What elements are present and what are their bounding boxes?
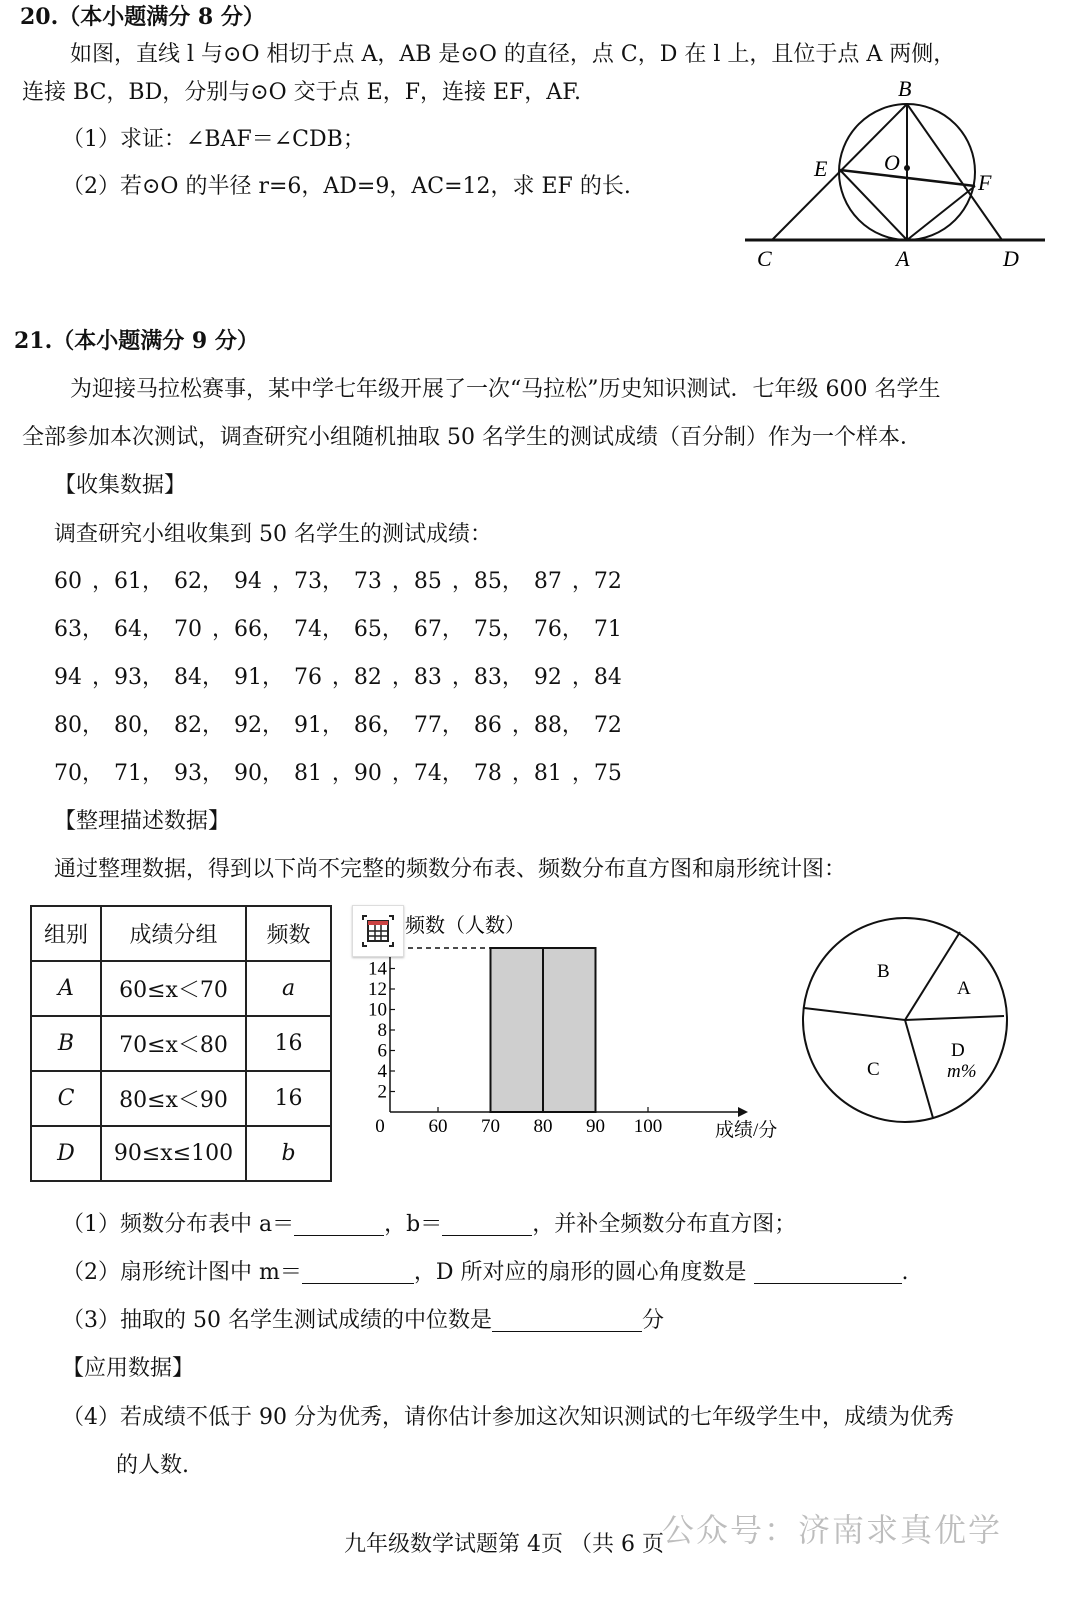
pie-label-d: D bbox=[951, 1040, 965, 1061]
x-axis-arrow bbox=[738, 1107, 748, 1117]
frequency-table bbox=[30, 905, 332, 1182]
geometry-figure bbox=[0, 0, 1080, 290]
label-o: O bbox=[884, 150, 900, 175]
pie-label-c: C bbox=[867, 1059, 880, 1080]
range-cell: 70≤x＜80 bbox=[101, 1016, 246, 1071]
q21-header: 21.（本小题满分 9 分） bbox=[14, 328, 259, 354]
sector-divider bbox=[905, 1020, 933, 1118]
x-tick-label: 60 bbox=[428, 1116, 448, 1137]
group-cell: D bbox=[31, 1126, 101, 1181]
label-b: B bbox=[898, 76, 912, 101]
center-point bbox=[904, 165, 910, 171]
histogram-bar bbox=[543, 948, 596, 1112]
table-row bbox=[31, 1071, 331, 1126]
group-cell: C bbox=[31, 1071, 101, 1126]
x-tick-label: 80 bbox=[533, 1116, 553, 1137]
range-cell: 80≤x＜90 bbox=[101, 1071, 246, 1126]
answer-blank-angle[interactable] bbox=[754, 1263, 902, 1284]
label-d: D bbox=[1003, 246, 1019, 271]
y-tick-label: 10 bbox=[368, 999, 387, 1021]
q21-intro-2: 全部参加本次测试，调查研究小组随机抽取 50 名学生的测试成绩（百分制）作为一个样本． bbox=[22, 425, 922, 450]
scores-row: 60 ，61， 62， 94 ，73， 73 ，85 ，85， 87 ，72 bbox=[54, 569, 622, 594]
q21-intro-1: 为迎接马拉松赛事，某中学七年级开展了一次“马拉松”历史知识测试．七年级 600 名学生 bbox=[70, 377, 941, 402]
q1-text: ，并补全频数分布直方图； bbox=[532, 1212, 797, 1237]
label-c: C bbox=[757, 246, 772, 271]
sector-divider bbox=[905, 932, 960, 1020]
y-tick-label: 14 bbox=[368, 958, 387, 980]
pie-chart bbox=[795, 910, 1015, 1130]
x-tick-label: 70 bbox=[481, 1116, 500, 1137]
label-f: F bbox=[978, 170, 992, 195]
label-a: A bbox=[896, 246, 910, 271]
y-axis-label: 频数（人数） bbox=[405, 915, 525, 937]
watermark: 公众号：济南求真优学 bbox=[662, 1511, 1003, 1549]
x-tick-label: 90 bbox=[586, 1116, 605, 1137]
q3-text: （3）抽取的 50 名学生测试成绩的中位数是 bbox=[62, 1308, 492, 1333]
page-footer: 九年级数学试题第 4页 （共 6 页 bbox=[344, 1532, 664, 1557]
line-ea bbox=[840, 170, 907, 240]
y-tick-label: 12 bbox=[368, 979, 387, 1000]
table-icon bbox=[353, 906, 403, 956]
q2-text: ，D 所对应的扇形的圆心角度数是 bbox=[413, 1260, 747, 1285]
frequency-cell: b bbox=[246, 1126, 331, 1181]
q20-text-1: 如图，直线 l 与⊙O 相切于点 A，AB 是⊙O 的直径，点 C，D 在 l 上，且位于点 A 两侧， bbox=[70, 42, 956, 67]
y-tick-label: 8 bbox=[377, 1020, 387, 1041]
scores-row: 63， 64， 70 ，66， 74， 65， 67， 75， 76， 71 bbox=[54, 617, 622, 642]
collect-text: 调查研究小组收集到 50 名学生的测试成绩： bbox=[54, 522, 492, 547]
frequency-histogram bbox=[340, 900, 810, 1150]
pie-label-b: B bbox=[877, 961, 890, 982]
q3-text: 分 bbox=[641, 1308, 664, 1333]
y-tick-label: 2 bbox=[377, 1081, 387, 1103]
label-e: E bbox=[814, 156, 828, 181]
q20-text-2: 连接 BC，BD，分别与⊙O 交于点 E，F，连接 EF，AF. bbox=[22, 80, 582, 105]
organize-title: 【整理描述数据】 bbox=[54, 809, 231, 834]
frequency-cell: a bbox=[246, 961, 331, 1016]
frequency-cell: 16 bbox=[246, 1016, 331, 1071]
q20-part-1: （1）求证：∠BAF＝∠CDB； bbox=[62, 127, 365, 152]
x-tick-label: 0 bbox=[375, 1116, 385, 1137]
question-4-line-1: （4）若成绩不低于 90 分为优秀，请你估计参加这次知识测试的七年级学生中，成绩为优秀 bbox=[62, 1405, 954, 1430]
table-extract-button[interactable] bbox=[352, 905, 404, 957]
sector-divider bbox=[804, 1008, 905, 1020]
histogram-bar bbox=[491, 948, 544, 1112]
x-axis-label: 成绩/分 bbox=[715, 1120, 778, 1141]
collect-title: 【收集数据】 bbox=[54, 473, 187, 498]
question-2 bbox=[62, 1262, 909, 1284]
q1-text: （1）频数分布表中 a＝ bbox=[62, 1212, 295, 1237]
group-cell: A bbox=[31, 961, 101, 1016]
table-row bbox=[31, 1126, 331, 1181]
organize-text: 通过整理数据，得到以下尚不完整的频数分布表、频数分布直方图和扇形统计图： bbox=[54, 857, 847, 882]
scores-row: 94 ，93， 84， 91， 76 ，82 ，83 ，83， 92 ，84 bbox=[54, 665, 622, 690]
table-row bbox=[31, 961, 331, 1016]
frequency-cell: 16 bbox=[246, 1071, 331, 1126]
answer-blank-b[interactable] bbox=[442, 1215, 532, 1236]
pie-label-m: m% bbox=[947, 1061, 977, 1082]
table-row bbox=[31, 1016, 331, 1071]
answer-blank-a[interactable] bbox=[294, 1215, 384, 1236]
y-tick-label: 6 bbox=[377, 1040, 387, 1062]
answer-blank-m[interactable] bbox=[302, 1263, 414, 1284]
group-cell: B bbox=[31, 1016, 101, 1071]
question-3 bbox=[62, 1310, 664, 1332]
q2-text: . bbox=[901, 1260, 909, 1285]
apply-title: 【应用数据】 bbox=[62, 1356, 195, 1381]
q20-header: 20.（本小题满分 8 分） bbox=[20, 4, 265, 30]
question-4-line-2: 的人数. bbox=[116, 1453, 189, 1478]
y-tick-label: 4 bbox=[377, 1061, 387, 1082]
table-header-row bbox=[31, 906, 331, 961]
header-cell: 组别 bbox=[31, 906, 101, 961]
pie-label-a: A bbox=[957, 978, 971, 999]
header-cell: 成绩分组 bbox=[101, 906, 246, 961]
scores-row: 70， 71， 93， 90， 81 ，90 ，74， 78 ，81 ，75 bbox=[54, 761, 622, 786]
q1-text: ，b＝ bbox=[384, 1212, 443, 1237]
q2-text: （2）扇形统计图中 m＝ bbox=[62, 1260, 302, 1285]
range-cell: 60≤x＜70 bbox=[101, 961, 246, 1016]
question-1 bbox=[62, 1214, 796, 1236]
sector-divider bbox=[905, 1016, 1004, 1020]
scores-row: 80， 80， 82， 92， 91， 86， 77， 86 ，88， 72 bbox=[54, 713, 622, 738]
answer-blank-median[interactable] bbox=[492, 1311, 642, 1332]
q20-part-2: （2）若⊙O 的半径 r=6，AD=9，AC=12，求 EF 的长. bbox=[62, 174, 631, 199]
range-cell: 90≤x≤100 bbox=[101, 1126, 246, 1181]
x-tick-label: 100 bbox=[633, 1116, 663, 1137]
header-cell: 频数 bbox=[246, 906, 331, 961]
